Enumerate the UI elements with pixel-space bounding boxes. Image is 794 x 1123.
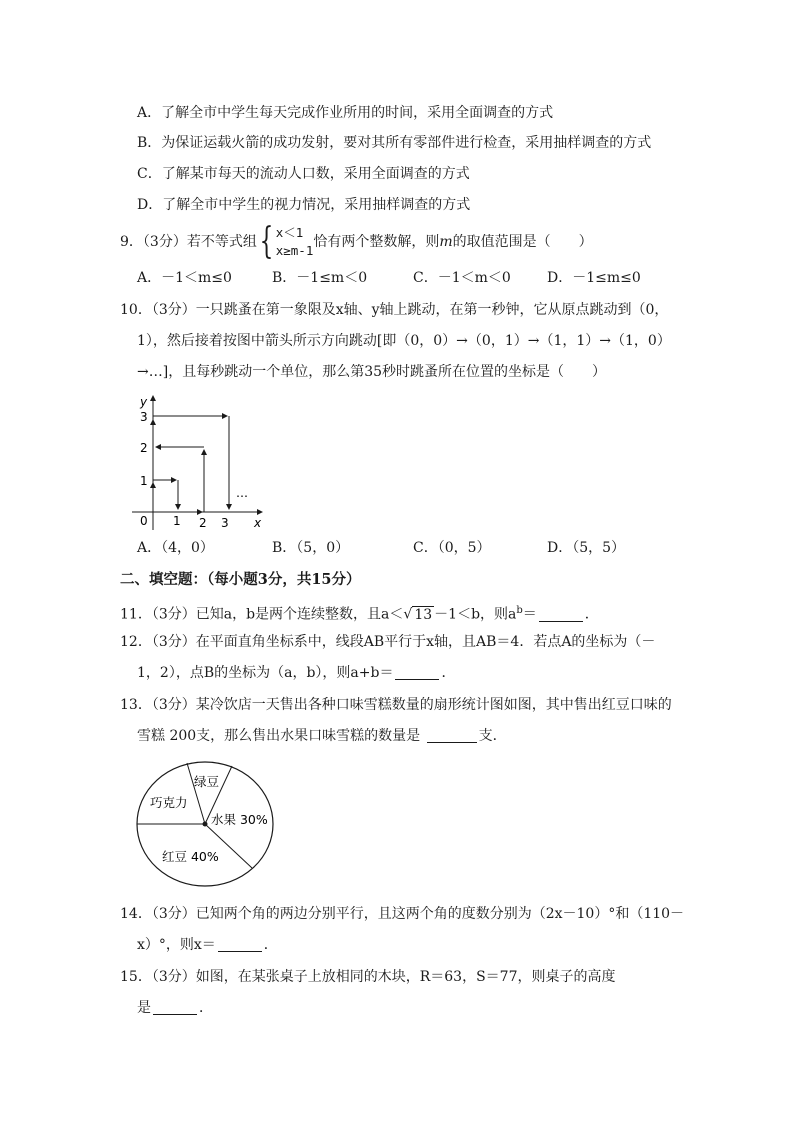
q10-option-b: B．（5，0） bbox=[272, 540, 350, 556]
q13-line2a: 雪糕 200支，那么售出水果口味雪糕的数量是 bbox=[137, 728, 425, 744]
q14-line2a: x）°，则x＝ bbox=[137, 937, 216, 953]
q15-line2b: ． bbox=[199, 1000, 213, 1016]
q14-line2 bbox=[137, 935, 278, 955]
jump-path bbox=[153, 416, 229, 512]
q14-line1: 14．（3分）已知两个角的两边分别平行，且这两个角的度数分别为（2x－10）°和（110－ bbox=[120, 906, 685, 922]
q11-sqrt-sign: √ bbox=[403, 606, 413, 623]
q10-option-c: C．（0，5） bbox=[413, 540, 491, 556]
x-axis-label: x bbox=[254, 516, 262, 530]
q10-option-d: D．（5，5） bbox=[547, 540, 626, 556]
q12-line2b: ． bbox=[441, 665, 456, 681]
q13-line1: 13．（3分）某冷饮店一天售出各种口味雪糕数量的扇形统计图如图，其中售出红豆口味的 bbox=[120, 697, 672, 713]
q11-d: －1＜b，则a bbox=[434, 606, 517, 623]
x-tick-3: 3 bbox=[221, 516, 229, 530]
q10-line2: 1），然后接着按图中箭头所示方向跳动[即（0，0）→（0，1）→（1，1）→（1，0） bbox=[137, 333, 671, 349]
q8-option-b: B．为保证运载火箭的成功发射，要对其所有零部件进行检查，采用抽样调查的方式 bbox=[137, 135, 652, 151]
q9-option-d: D．－1≤m≤0 bbox=[547, 270, 641, 286]
q11-b: a，b是两个连续整数，且 bbox=[223, 606, 382, 623]
q11-c: a＜ bbox=[381, 606, 404, 623]
q14-line2b: ． bbox=[263, 937, 278, 953]
q11-sqrt: 13 bbox=[414, 606, 433, 623]
pie-label-redbean: 红豆 40% bbox=[162, 849, 219, 864]
q13-line2b: 支． bbox=[478, 728, 507, 744]
q9-sys-line1: x＜1 bbox=[275, 225, 304, 240]
q15-line2 bbox=[137, 998, 213, 1018]
q8-option-a: A．了解全市中学生每天完成作业所用的时间，采用全面调查的方式 bbox=[137, 105, 554, 121]
q10-line3: →…]，且每秒跳动一个单位，那么第35秒时跳蚤所在位置的坐标是（ ） bbox=[137, 364, 607, 380]
q11-stem bbox=[120, 601, 599, 625]
q13-line2 bbox=[137, 726, 507, 746]
q9-brace: { bbox=[259, 221, 274, 262]
q14-answer-blank[interactable] bbox=[218, 937, 262, 952]
q15-answer-blank[interactable] bbox=[153, 1000, 197, 1015]
graph-ellipsis: … bbox=[236, 486, 248, 500]
x-tick-1: 1 bbox=[173, 514, 181, 528]
y-axis-label: y bbox=[140, 395, 148, 409]
y-tick-3: 3 bbox=[140, 410, 148, 424]
y-tick-1: 1 bbox=[140, 474, 148, 488]
q9-option-a: A．－1＜m≤0 bbox=[137, 270, 232, 286]
q10-option-a: A．（4，0） bbox=[137, 540, 214, 556]
q12-line1: 12．（3分）在平面直角坐标系中，线段AB平行于x轴，且AB＝4．若点A的坐标为（－ bbox=[120, 634, 656, 650]
q9-option-b: B．－1≤m＜0 bbox=[272, 270, 368, 286]
q9-system bbox=[276, 224, 314, 260]
q9-sys-line2: x≥m-1 bbox=[275, 243, 314, 258]
q9-suffix-b: 的取值范围是（ ） bbox=[452, 234, 593, 250]
q8-option-c: C．了解某市每天的流动人口数，采用全面调查的方式 bbox=[137, 166, 470, 182]
pie-label-fruit: 水果 30% bbox=[211, 812, 268, 827]
origin-label: 0 bbox=[140, 514, 148, 528]
y-tick-2: 2 bbox=[140, 441, 148, 455]
pie-center bbox=[203, 822, 208, 827]
q13-answer-blank[interactable] bbox=[427, 728, 477, 743]
q11-sup: b bbox=[516, 605, 523, 616]
q9-var: m bbox=[439, 234, 453, 250]
q9-prefix: 9．（3分）若不等式组 bbox=[120, 234, 257, 250]
q9-stem bbox=[120, 222, 593, 262]
q10-line1: 10．（3分）一只跳蚤在第一象限及x轴、y轴上跳动，在第一秒钟，它从原点跳动到（0， bbox=[120, 302, 669, 318]
q12-line2 bbox=[137, 663, 455, 683]
pie-label-chocolate: 巧克力 bbox=[150, 795, 188, 810]
q12-answer-blank[interactable] bbox=[395, 665, 439, 680]
q9-option-c: C．－1＜m＜0 bbox=[413, 270, 511, 286]
q13-pie-chart bbox=[132, 758, 282, 890]
x-tick-2: 2 bbox=[199, 516, 207, 530]
q15-line2a: 是 bbox=[137, 1000, 151, 1016]
q11-f: ． bbox=[584, 606, 599, 623]
q11-answer-blank[interactable] bbox=[539, 607, 583, 622]
section2-title: 二、填空题：（每小题3分，共15分） bbox=[120, 571, 361, 588]
q8-option-d: D．了解全市中学生的视力情况，采用抽样调查的方式 bbox=[137, 197, 471, 213]
q11-e: ＝ bbox=[522, 606, 537, 623]
pie-label-greenbean: 绿豆 bbox=[194, 774, 220, 789]
q15-line1: 15．（3分）如图，在某张桌子上放相同的木块，R＝63，S＝77，则桌子的高度 bbox=[120, 969, 616, 985]
q9-suffix-a: 恰有两个整数解，则 bbox=[313, 234, 440, 250]
q11-a: 11．（3分）已知 bbox=[120, 606, 224, 623]
q12-line2a: 1，2），点B的坐标为（a，b），则a+b＝ bbox=[137, 665, 394, 681]
q10-jump-graph bbox=[130, 390, 270, 532]
